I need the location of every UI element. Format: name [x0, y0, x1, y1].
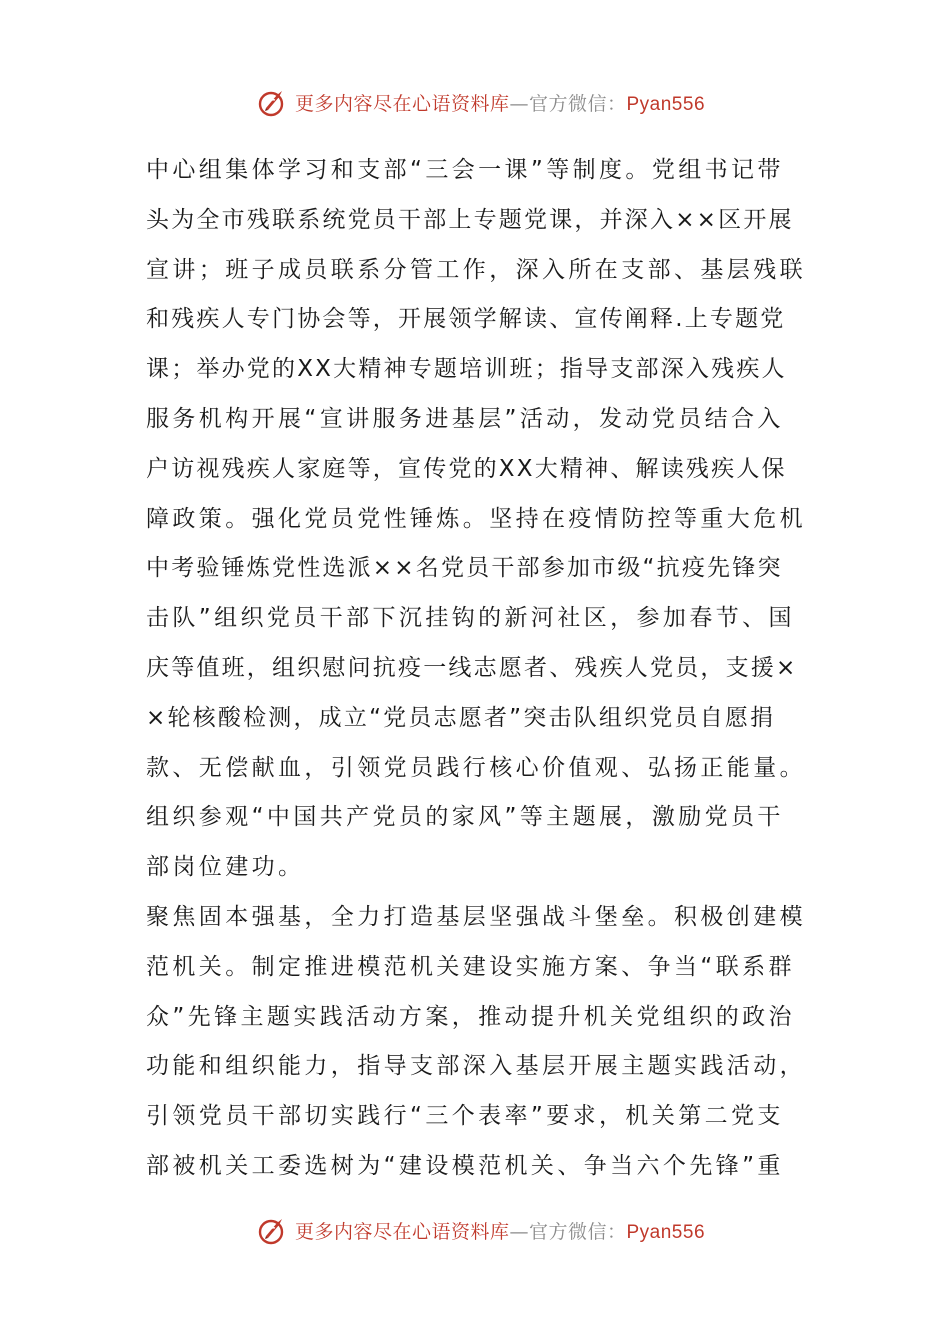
brand-logo-icon: [257, 86, 289, 118]
watermark-wechat-id: Pyan556: [626, 1221, 706, 1243]
watermark-brand: 更多内容尽在心语资料库: [294, 1220, 510, 1243]
footer-watermark-inner: [257, 1214, 705, 1246]
body-line: 击队”组织党员干部下沉挂钩的新河社区，参加春节、国: [146, 605, 795, 632]
body-line: 范机关。制定推进模范机关建设实施方案、争当“联系群: [146, 953, 795, 980]
header-watermark-inner: [257, 86, 705, 118]
body-line: 部被机关工委选树为“建设模范机关、争当六个先锋”重: [146, 1152, 784, 1179]
body-line: 众”先锋主题实践活动方案，推动提升机关党组织的政治: [146, 1003, 795, 1030]
header-watermark-text: [295, 89, 705, 116]
body-line: 组织参观“中国共产党员的家风”等主题展，激励党员干: [146, 804, 784, 831]
body-line: 服务机构开展“宣讲服务进基层”活动，发动党员结合入: [146, 405, 784, 432]
body-line: 部岗位建功。: [146, 854, 305, 881]
header-watermark: [0, 82, 950, 122]
brand-logo-icon: [257, 1214, 289, 1246]
body-line: 头为全市残联系统党员干部上专题党课，并深入××区开展: [146, 206, 794, 233]
document-body: [146, 146, 808, 1192]
watermark-wechat-id: Pyan556: [626, 93, 706, 115]
body-line: 和残疾人专门协会等，开展领学解读、宣传阐释.上专题党: [146, 306, 786, 333]
footer-watermark: [0, 1210, 950, 1250]
watermark-dash: —: [509, 1220, 529, 1243]
body-line: 中心组集体学习和支部“三会一课”等制度。党组书记带: [146, 157, 784, 183]
body-line: ×轮核酸检测，成立“党员志愿者”突击队组织党员自愿捐: [146, 704, 776, 731]
body-line: 聚焦固本强基，全力打造基层坚强战斗堡垒。积极创建模: [146, 903, 806, 930]
body-line: 庆等值班，组织慰问抗疫一线志愿者、残疾人党员，支援×: [146, 654, 798, 681]
watermark-dash: —: [509, 92, 529, 115]
body-line: 引领党员干部切实践行“三个表率”要求，机关第二党支: [146, 1103, 784, 1130]
body-line: 课；举办党的XX大精神专题培训班；指导支部深入残疾人: [146, 356, 787, 383]
body-line: 障政策。强化党员党性锤炼。坚持在疫情防控等重大危机: [146, 505, 806, 532]
footer-watermark-text: [295, 1217, 705, 1244]
body-line: 款、无偿献血，引领党员践行核心价值观、弘扬正能量。: [146, 754, 806, 781]
watermark-brand: 更多内容尽在心语资料库: [294, 92, 510, 115]
watermark-wechat-label: 官方微信：: [528, 1220, 627, 1243]
body-line: 宣讲；班子成员联系分管工作，深入所在支部、基层残联: [146, 256, 806, 283]
body-line: 户访视残疾人家庭等，宣传党的XX大精神、解读残疾人保: [146, 455, 787, 482]
body-line: 功能和组织能力，指导支部深入基层开展主题实践活动，: [146, 1053, 806, 1080]
body-line: 中考验锤炼党性选派××名党员干部参加市级“抗疫先锋突: [146, 555, 783, 582]
watermark-wechat-label: 官方微信：: [528, 92, 627, 115]
